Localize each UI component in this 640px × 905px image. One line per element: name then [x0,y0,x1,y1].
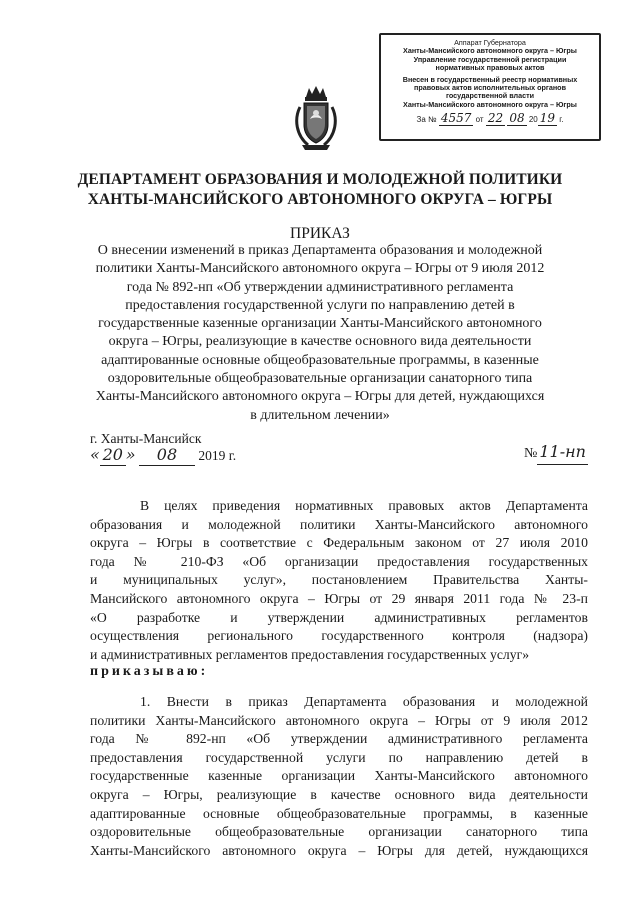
stamp-reg-suffix: г. [559,115,564,125]
number-prefix: № [524,446,538,461]
paragraph-line: округа – Югры, реализующие в качестве основного вида деятельности [90,786,588,802]
stamp-reg-month: 08 [509,111,525,126]
paragraph-line: осуществления регионального государственного контроля (надзора) [90,628,588,644]
stamp-reg-year-prefix: 20 [528,115,538,125]
paragraph-line: и административных регламентов предоставления государственных услуг» [90,646,530,662]
department-heading [40,170,600,210]
stamp-reg-day: 22 [487,111,504,126]
subject-line: О внесении изменений в приказ Департамента образования и молодежной [97,243,543,258]
date-year: 2019 г. [198,448,237,463]
date-day: 20 [102,445,123,464]
date-open-quote: « [90,445,100,464]
stamp-line: Ханты-Мансийского автономного округа – Югры [403,46,577,56]
subject-line: года № 892-нп «Об утверждении административного регламента [126,279,514,295]
subject-line: адаптированные основные общеобразовательные программы, в казенные [101,352,539,368]
coat-of-arms-icon [292,83,340,153]
stamp-line: Внесен в государственный реестр нормативных [402,74,578,84]
paragraph-line: года № 892-нп «Об утверждении административного регламента [90,731,588,747]
stamp-reg-prefix: За № [416,115,437,125]
order-directive-word: приказываю: [90,664,209,679]
department-line: ДЕПАРТАМЕНТ ОБРАЗОВАНИЯ И МОЛОДЕЖНОЙ ПОЛИТИКИ [77,171,563,188]
paragraph-line: адаптированные основные общеобразовательные программы, в казенные [90,805,588,821]
document-type: ПРИКАЗ [290,225,350,242]
subject-line: округа – Югры, реализующие в качестве основного вида деятельности [108,334,532,350]
order-item-1 [90,693,588,860]
paragraph-line: предоставления государственной услуги по направлению детей в [90,749,588,765]
subject-line: предоставления государственной услуги по направлению детей в [125,297,515,313]
place-of-issue: г. Ханты-Мансийск [90,431,202,446]
preamble-paragraph [90,497,588,664]
order-number [524,442,588,465]
paragraph-line: 1. Внести в приказ Департамента образования и молодежной [140,694,588,709]
paragraph-line: Мансийского автономного округа – Югры от 29 января 2011 года № 23-п [90,590,588,606]
paragraph-line: оздоровительные общеобразовательные организации санаторного типа [90,824,588,840]
order-subject [60,242,580,425]
stamp-line: Ханты-Мансийского автономного округа – Югры [403,99,577,109]
stamp-line: правовых актов исполнительных органов [413,83,566,93]
paragraph-line: политики Ханты-Мансийского автономного округа – Югры от 9 июля 2012 [90,712,588,728]
stamp-registration-row [387,112,593,126]
paragraph-line: и муниципальных услуг», постановлением Правительства Ханты- [90,572,588,588]
paragraph-line: государственные казенные организации Ханты-Мансийского автономного [90,768,588,784]
date-month: 08 [156,445,178,464]
subject-line: Ханты-Мансийского автономного округа – Югры для детей, нуждающихся [95,389,545,405]
paragraph-line: В целях приведения нормативных правовых актов Департамента [140,498,588,513]
subject-line: государственные казенные организации Ханты-Мансийского автономного [98,316,542,332]
stamp-line: Управление государственной регистрации [413,54,567,64]
number-value: 11-нп [539,442,586,461]
stamp-reg-number: 4557 [440,111,472,126]
paragraph-line: округа – Югры в соответствие с Федеральным законом от 27 июля 2010 [90,535,588,551]
issue-date [90,446,236,466]
subject-line: оздоровительные общеобразовательные организации санаторного типа [107,371,533,387]
paragraph-line: Ханты-Мансийского автономного округа – Югры для детей, нуждающихся [90,842,588,858]
subject-line: политики Ханты-Мансийского автономного округа – Югры от 9 июля 2012 [95,261,545,277]
subject-line: в длительном лечении» [250,407,390,423]
stamp-reg-year: 19 [539,111,556,126]
stamp-reg-from: от [475,115,484,125]
stamp-line: государственной власти [445,91,535,101]
stamp-line: Аппарат Губернатора [454,38,526,47]
paragraph-line: года № 210-ФЗ «Об организации предоставления государственных [90,553,588,569]
registration-stamp [379,33,601,141]
date-close-quote: » [125,445,136,464]
stamp-line: нормативных правовых актов [435,63,545,73]
department-line: ХАНТЫ-МАНСИЙСКОГО АВТОНОМНОГО ОКРУГА – ЮГРЫ [87,191,553,208]
paragraph-line: «О разработке и утверждении административных регламентов [90,609,588,625]
paragraph-line: образования и молодежной политики Ханты-Мансийского автономного [90,516,588,532]
